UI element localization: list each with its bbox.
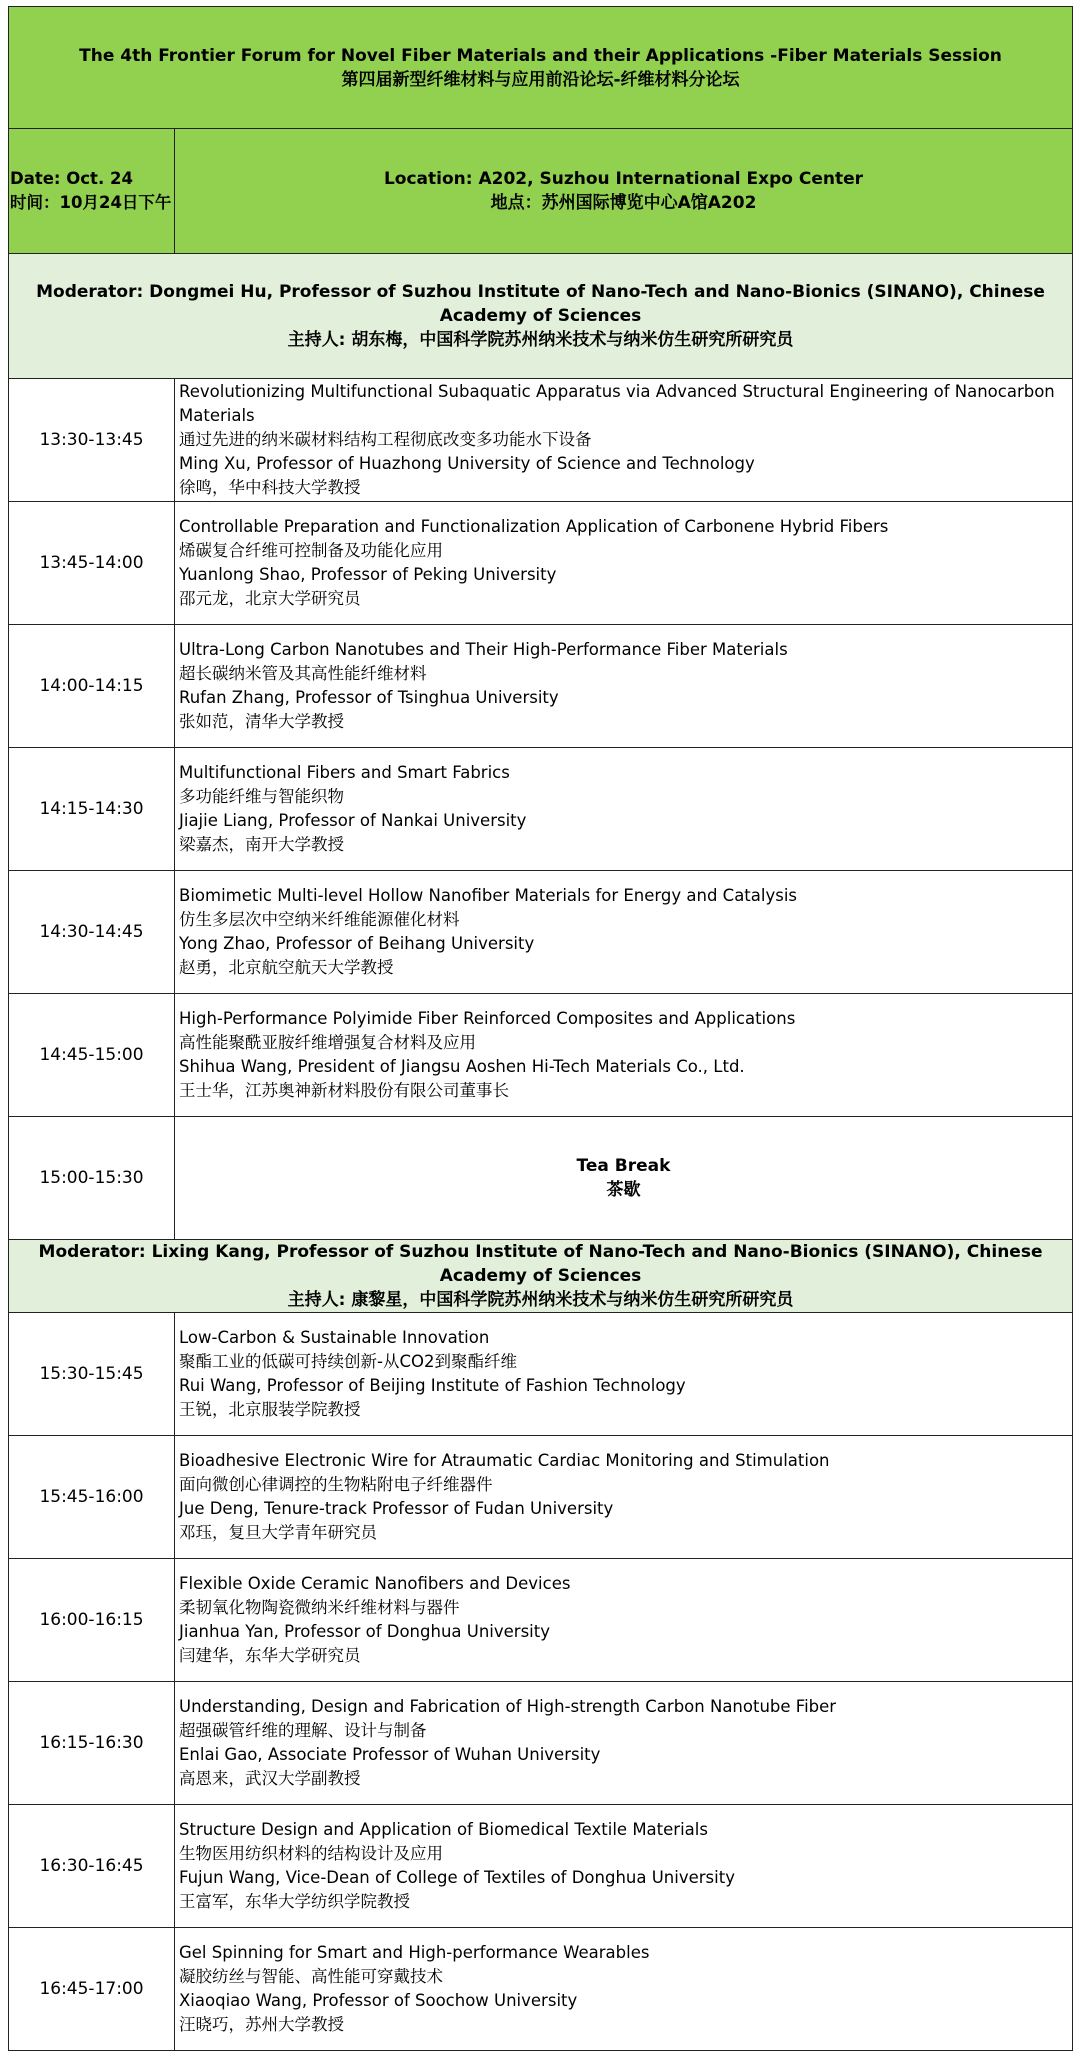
talk-title-zh: 高性能聚酰亚胺纤维增强复合材料及应用: [179, 1033, 476, 1052]
location-cell: [175, 129, 1073, 254]
speaker-zh: 王士华，江苏奥神新材料股份有限公司董事长: [179, 1081, 509, 1100]
talk-title-en: Revolutionizing Multifunctional Subaquatic Apparatus via Advanced Structural Engineering of Nanocarbon Materials: [179, 382, 1055, 425]
talk-title-en: Bioadhesive Electronic Wire for Atraumatic Cardiac Monitoring and Stimulation: [179, 1451, 830, 1470]
talk-title-zh: 聚酯工业的低碳可持续创新-从CO2到聚酯纤维: [179, 1352, 517, 1371]
talk-row: [9, 625, 1073, 748]
talk-time: 16:00-16:15: [9, 1559, 175, 1682]
talk-time: 15:45-16:00: [9, 1436, 175, 1559]
talk-details: [175, 502, 1073, 625]
talk-details: [175, 1682, 1073, 1805]
talk-details: [175, 1436, 1073, 1559]
title-row: [9, 7, 1073, 129]
talk-title-zh: 超强碳管纤维的理解、设计与制备: [179, 1721, 427, 1740]
speaker-en: Shihua Wang, President of Jiangsu Aoshen Hi-Tech Materials Co., Ltd.: [179, 1057, 745, 1076]
speaker-zh: 邓珏，复旦大学青年研究员: [179, 1523, 377, 1542]
schedule-sheet: [8, 6, 1072, 2051]
forum-title-cell: [9, 7, 1073, 129]
speaker-en: Rufan Zhang, Professor of Tsinghua University: [179, 688, 559, 707]
talk-title-en: Gel Spinning for Smart and High-performance Wearables: [179, 1943, 650, 1962]
talk-row: [9, 1682, 1073, 1805]
talk-title-zh: 生物医用纺织材料的结构设计及应用: [179, 1844, 443, 1863]
talk-row: [9, 994, 1073, 1117]
talk-time: 16:30-16:45: [9, 1805, 175, 1928]
talk-title-zh: 多功能纤维与智能织物: [179, 787, 344, 806]
moderator-1-zh: 主持人: 胡东梅，中国科学院苏州纳米技术与纳米仿生研究所研究员: [287, 330, 794, 350]
talk-title-en: Multifunctional Fibers and Smart Fabrics: [179, 763, 510, 782]
speaker-zh: 赵勇，北京航空航天大学教授: [179, 958, 394, 977]
speaker-en: Yong Zhao, Professor of Beihang University: [179, 934, 535, 953]
location-en: Location: A202, Suzhou International Expo Center: [383, 169, 864, 189]
talk-row: [9, 748, 1073, 871]
speaker-zh: 闫建华，东华大学研究员: [179, 1646, 361, 1665]
speaker-zh: 汪晓巧，苏州大学教授: [179, 2015, 344, 2034]
speaker-en: Rui Wang, Professor of Beijing Institute of Fashion Technology: [179, 1376, 686, 1395]
talk-time: 14:15-14:30: [9, 748, 175, 871]
talk-title-en: Structure Design and Application of Biomedical Textile Materials: [179, 1820, 708, 1839]
talk-title-en: Understanding, Design and Fabrication of High-strength Carbon Nanotube Fiber: [179, 1697, 837, 1716]
date-zh: 时间：10月24日下午: [10, 193, 172, 212]
date-en: Date: Oct. 24: [10, 169, 133, 188]
talk-title-en: High-Performance Polyimide Fiber Reinforced Composites and Applications: [179, 1009, 796, 1028]
moderator-2-en: Moderator: Lixing Kang, Professor of Suzhou Institute of Nano-Tech and Nano-Bionics (SINANO), Chinese Academy of Sciences: [38, 1242, 1043, 1286]
speaker-en: Xiaoqiao Wang, Professor of Soochow University: [179, 1991, 578, 2010]
moderator-cell-1: [9, 254, 1073, 379]
talk-row: [9, 379, 1073, 502]
speaker-en: Enlai Gao, Associate Professor of Wuhan University: [179, 1745, 601, 1764]
talk-details: [175, 1928, 1073, 2051]
speaker-zh: 王锐，北京服装学院教授: [179, 1400, 361, 1419]
talk-details: [175, 748, 1073, 871]
talk-title-zh: 通过先进的纳米碳材料结构工程彻底改变多功能水下设备: [179, 430, 592, 449]
speaker-en: Ming Xu, Professor of Huazhong University of Science and Technology: [179, 454, 755, 473]
talk-time: 16:45-17:00: [9, 1928, 175, 2051]
talk-title-zh: 烯碳复合纤维可控制备及功能化应用: [179, 541, 443, 560]
date-cell: [9, 129, 175, 254]
speaker-zh: 张如范，清华大学教授: [179, 712, 344, 731]
talk-row: [9, 1559, 1073, 1682]
moderator-cell-2: [9, 1240, 1073, 1313]
schedule-table: [8, 6, 1073, 2051]
talk-title-en: Ultra-Long Carbon Nanotubes and Their High-Performance Fiber Materials: [179, 640, 788, 659]
talk-time: 14:30-14:45: [9, 871, 175, 994]
forum-title-en: The 4th Frontier Forum for Novel Fiber Materials and their Applications -Fiber Materials Session: [79, 45, 1002, 66]
speaker-zh: 王富军，东华大学纺织学院教授: [179, 1892, 410, 1911]
talk-row: [9, 1805, 1073, 1928]
speaker-en: Fujun Wang, Vice-Dean of College of Textiles of Donghua University: [179, 1868, 735, 1887]
talk-title-en: Biomimetic Multi-level Hollow Nanofiber Materials for Energy and Catalysis: [179, 886, 798, 905]
speaker-en: Jianhua Yan, Professor of Donghua University: [179, 1622, 550, 1641]
talk-row: [9, 871, 1073, 994]
talk-title-zh: 柔韧氧化物陶瓷微纳米纤维材料与器件: [179, 1598, 460, 1617]
talk-details: [175, 1805, 1073, 1928]
speaker-en: Yuanlong Shao, Professor of Peking University: [179, 565, 557, 584]
moderator-row-2: [9, 1240, 1073, 1313]
talk-details: [175, 379, 1073, 502]
talk-row: [9, 1313, 1073, 1436]
talk-row: [9, 1928, 1073, 2051]
talk-time: 13:30-13:45: [9, 379, 175, 502]
tea-break-cell: [175, 1117, 1073, 1240]
talk-details: [175, 1313, 1073, 1436]
talk-title-en: Controllable Preparation and Functionalization Application of Carbonene Hybrid Fibers: [179, 517, 889, 536]
talk-title-en: Low-Carbon & Sustainable Innovation: [179, 1328, 490, 1347]
talk-title-en: Flexible Oxide Ceramic Nanofibers and Devices: [179, 1574, 571, 1593]
speaker-zh: 徐鸣，华中科技大学教授: [179, 478, 361, 497]
session-2-rows: [9, 1313, 1073, 2051]
moderator-row-1: [9, 254, 1073, 379]
tea-break-time: 15:00-15:30: [9, 1117, 175, 1240]
talk-time: 14:00-14:15: [9, 625, 175, 748]
talk-title-zh: 超长碳纳米管及其高性能纤维材料: [179, 664, 427, 683]
session-1-rows: [9, 379, 1073, 1117]
moderator-2-zh: 主持人: 康黎星，中国科学院苏州纳米技术与纳米仿生研究所研究员: [287, 1290, 794, 1310]
talk-details: [175, 1559, 1073, 1682]
talk-details: [175, 871, 1073, 994]
speaker-en: Jue Deng, Tenure-track Professor of Fudan University: [179, 1499, 614, 1518]
speaker-zh: 高恩来，武汉大学副教授: [179, 1769, 361, 1788]
talk-row: [9, 502, 1073, 625]
talk-title-zh: 仿生多层次中空纳米纤维能源催化材料: [179, 910, 460, 929]
forum-title-zh: 第四届新型纤维材料与应用前沿论坛-纤维材料分论坛: [341, 69, 740, 90]
talk-time: 14:45-15:00: [9, 994, 175, 1117]
talk-row: [9, 1436, 1073, 1559]
tea-break-row: [9, 1117, 1073, 1240]
speaker-zh: 梁嘉杰，南开大学教授: [179, 835, 344, 854]
talk-details: [175, 994, 1073, 1117]
talk-title-zh: 面向微创心律调控的生物粘附电子纤维器件: [179, 1475, 493, 1494]
speaker-zh: 邵元龙，北京大学研究员: [179, 589, 361, 608]
talk-title-zh: 凝胶纺丝与智能、高性能可穿戴技术: [179, 1967, 443, 1986]
date-location-row: [9, 129, 1073, 254]
tea-break-en: Tea Break: [576, 1156, 671, 1176]
talk-time: 13:45-14:00: [9, 502, 175, 625]
talk-details: [175, 625, 1073, 748]
speaker-en: Jiajie Liang, Professor of Nankai University: [179, 811, 527, 830]
location-zh: 地点：苏州国际博览中心A馆A202: [490, 193, 757, 213]
moderator-1-en: Moderator: Dongmei Hu, Professor of Suzhou Institute of Nano-Tech and Nano-Bionics (SINANO), Chinese Academy of Sciences: [36, 282, 1045, 326]
talk-time: 15:30-15:45: [9, 1313, 175, 1436]
talk-time: 16:15-16:30: [9, 1682, 175, 1805]
tea-break-zh: 茶歇: [606, 1180, 641, 1200]
